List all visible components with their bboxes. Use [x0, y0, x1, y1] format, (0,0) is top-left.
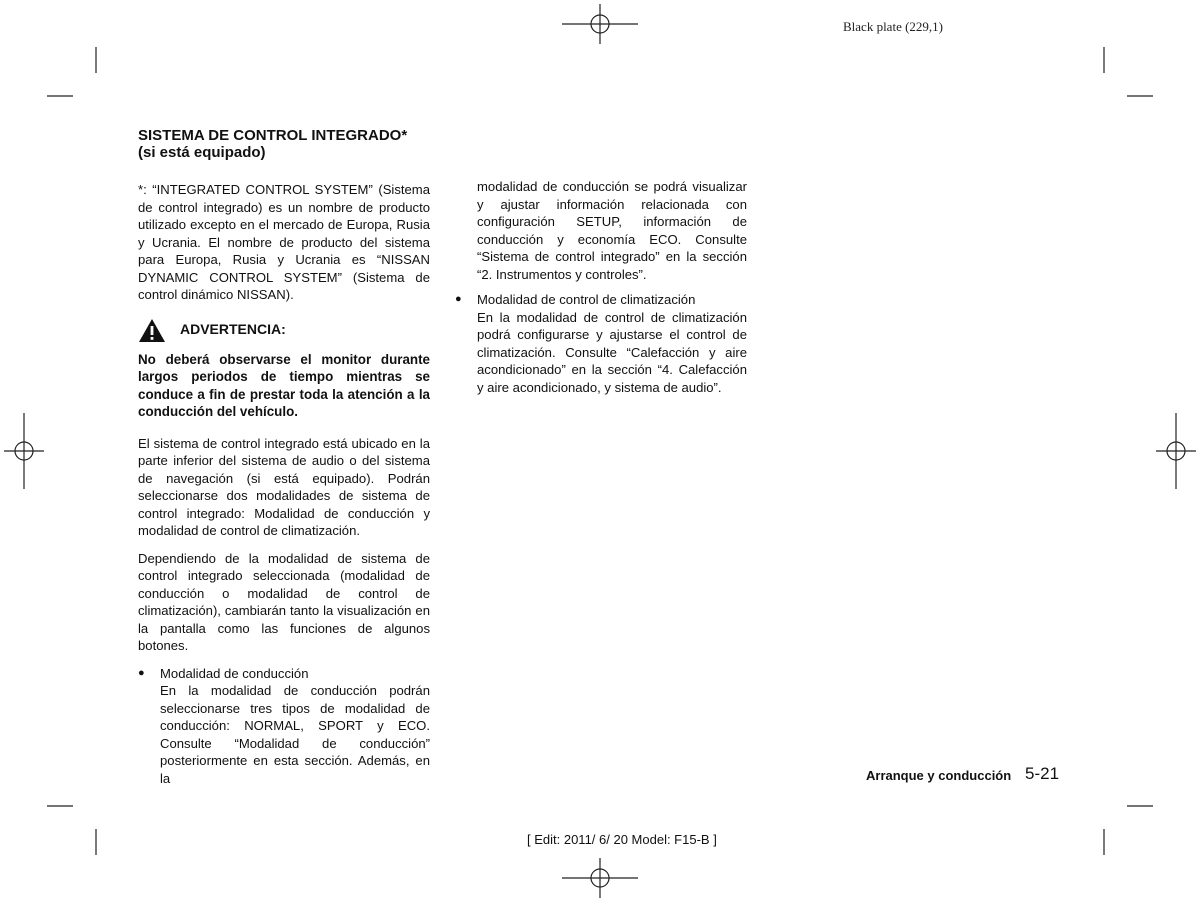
bullet-dot-icon: ● — [138, 666, 145, 679]
bullet-title: Modalidad de conducción — [160, 665, 309, 681]
text-column-right — [455, 178, 747, 404]
registration-mark-icon — [1156, 413, 1196, 489]
plate-label: Black plate (229,1) — [843, 19, 943, 34]
warning-title: ADVERTENCIA: — [180, 321, 286, 338]
page-number: 5-21 — [1025, 764, 1060, 783]
registration-mark-icon — [562, 858, 638, 898]
bullet-text: En la modalidad de control de climatización podrá configurarse y ajustarse el control de climatización. Consulte “Calefacción y aire acondicionado” en la sección “4. Calefacción y aire acondicionado, y sistema de audio”. — [477, 309, 747, 395]
bullet-dot-icon: ● — [455, 293, 462, 305]
bullet-text: En la modalidad de conducción podrán seleccionarse tres tipos de modalidad de conducción: NORMAL, SPORT y ECO. Consulte “Modalidad de conducción” posteriormente en esta sección. Además, en la — [160, 683, 430, 786]
warning-text: No deberá observarse el monitor durante largos periodos de tiempo mientras se conduce a fin de prestar toda la atención a la conducción del vehículo. — [138, 351, 430, 419]
body-paragraph: Dependiendo de la modalidad de sistema de control integrado seleccionada (modalidad de conducción o modalidad de control de climatización), cambiarán tanto la visualización en la pantalla como las funciones de algunos botones. — [138, 550, 430, 653]
bullet-title: Modalidad de control de climatización — [477, 292, 696, 307]
warning-header — [138, 318, 430, 343]
intro-paragraph: *: “INTEGRATED CONTROL SYSTEM” (Sistema de control integrado) es un nombre de producto utilizado excepto en el mercado de Europa, Rusia y Ucrania. El nombre de producto del sistema para Europa, Rusia y Ucrania es “NISSAN DYNAMIC CONTROL SYSTEM” (Sistema de control dinámico NISSAN). — [138, 182, 430, 302]
continued-text: modalidad de conducción se podrá visualizar y ajustar información relacionada con configuración SETUP, información de conducción y economía ECO. Consulte “Sistema de control integrado” en la sección “2. Instrumentos y controles”. — [477, 179, 747, 282]
section-heading — [138, 127, 458, 161]
edit-info: [ Edit: 2011/ 6/ 20 Model: F15-B ] — [527, 832, 717, 847]
footer-section-label: Arranque y conducción — [866, 768, 1012, 783]
warning-triangle-icon — [138, 318, 166, 343]
bullet-item — [138, 665, 430, 683]
body-paragraph: El sistema de control integrado está ubicado en la parte inferior del sistema de audio o del sistema de navegación (si está equipado). Podrán seleccionarse dos modalidades de sistema de control integrado: Modalidad de conducción y modalidad de control de climatización. — [138, 435, 430, 538]
registration-mark-icon — [562, 4, 638, 44]
registration-mark-icon — [4, 413, 44, 489]
text-column-left — [138, 181, 430, 795]
bullet-item — [455, 291, 747, 309]
heading-title: SISTEMA DE CONTROL INTEGRADO* — [138, 127, 408, 144]
heading-subtitle: (si está equipado) — [138, 144, 266, 161]
